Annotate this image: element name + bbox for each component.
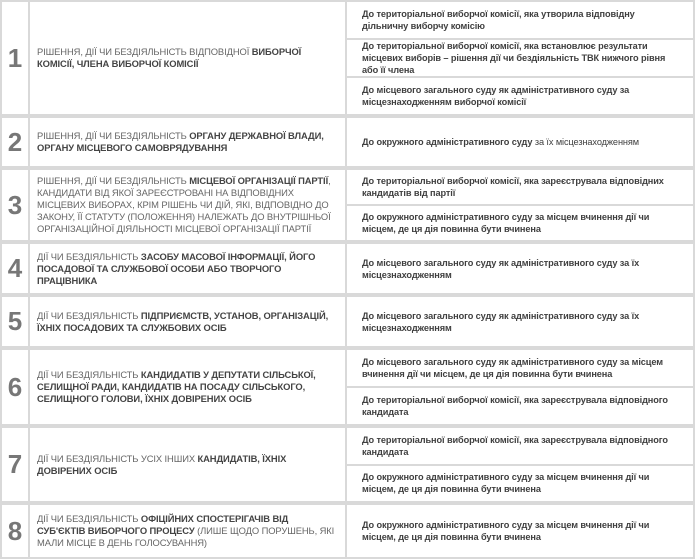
- destination-bold-text: До місцевого загального суду як адміністративного суду за їх місцезнаходженням: [362, 310, 640, 333]
- destination-text: [362, 434, 683, 458]
- destination-text: [362, 8, 683, 32]
- subject-plain-text: РІШЕННЯ, ДІЇ ЧИ БЕЗДІЯЛЬНІСТЬ: [37, 175, 190, 186]
- subject-cell: [30, 244, 345, 293]
- subject-plain-text: РІШЕННЯ, ДІЇ ЧИ БЕЗДІЯЛЬНІСТЬ ВІДПОВІДНОЇ: [37, 46, 252, 57]
- subject-text: [37, 310, 337, 334]
- subject-tail-text: , КАНДИДАТИ ВІД ЯКОЇ ЗАРЕЄСТРОВАНІ НА ВІДПОВІДНИХ МІСЦЕВИХ ВИБОРАХ, КРІМ РІШЕНЬ ЧИ ДІЙ, ЯКІ, ВІДПОВІДНО ДО ЗАКОНУ, ЇЇ СТАТУТУ (ПОЛОЖЕННЯ) НАЛЕЖАТЬ ДО ВНУТРІШНЬОЇ ОРГАНІЗАЦІЙНОЇ ДІЯЛЬНОСТІ МІСЦЕВОЇ ОРГАНІЗАЦІЇ ПАРТІЇ: [37, 175, 331, 234]
- row-number: 8: [2, 505, 28, 557]
- destination-cell: [347, 505, 693, 557]
- destination-bold-text: До місцевого загального суду як адміністративного суду за місцем вчинення дії чи місцем, де ця дія повинна бути вчинена: [362, 357, 663, 379]
- subject-bold-text: КАНДИДАТІВ, ЇХНІХ ДОВІРЕНИХ ОСІБ: [37, 452, 287, 476]
- subject-text: [37, 513, 337, 549]
- destination-cell: [347, 118, 693, 166]
- destination-cell-group: [347, 118, 693, 166]
- destination-bold-text: До окружного адміністративного суду за місцем вчинення дії чи місцем, де ця дія повинна бути вчинена: [362, 520, 650, 542]
- subject-plain-text: РІШЕННЯ, ДІЇ ЧИ БЕЗДІЯЛЬНІСТЬ: [37, 130, 190, 141]
- table-row: [0, 116, 695, 168]
- subject-cell: [30, 2, 345, 114]
- destination-cell-group: [347, 428, 693, 501]
- subject-bold-text: ПІДПРИЄМСТВ, УСТАНОВ, ОРГАНІЗАЦІЙ, ЇХНІХ ПОСАДОВИХ ТА СЛУЖБОВИХ ОСІБ: [37, 309, 329, 333]
- table-row: [0, 503, 695, 559]
- destination-text: [362, 310, 683, 334]
- destination-text: [362, 394, 683, 418]
- destination-cell-group: [347, 505, 693, 557]
- subject-bold-text: ЗАСОБУ МАСОВОЇ ІНФОРМАЦІЇ, ЙОГО ПОСАДОВОЇ ТА СЛУЖБОВОЇ ОСОБИ АБО ТВОРЧОГО ПРАЦІВНИКА: [37, 250, 316, 286]
- subject-plain-text: ДІЇ ЧИ БЕЗДІЯЛЬНІСТЬ: [37, 250, 141, 262]
- subject-plain-text: ДІЇ ЧИ БЕЗДІЯЛЬНІСТЬ: [37, 513, 141, 524]
- destination-cell: [347, 350, 693, 386]
- destination-text: [362, 84, 683, 108]
- subject-plain-text: ДІЇ ЧИ БЕЗДІЯЛЬНІСТЬ: [37, 369, 141, 380]
- destination-cell-group: [347, 350, 693, 424]
- destination-cell-group: [347, 244, 693, 293]
- subject-cell: [30, 118, 345, 166]
- subject-text: [37, 46, 337, 70]
- subject-text: [37, 453, 337, 477]
- row-number: 4: [2, 244, 28, 293]
- row-number: 1: [2, 2, 28, 114]
- destination-bold-text: До територіальної виборчої комісії, яка утворила відповідну дільничну виборчу комісію: [362, 9, 635, 31]
- destination-text: [362, 40, 683, 76]
- subject-bold-text: ОФІЦІЙНИХ СПОСТЕРІГАЧІВ ВІД СУБ'ЄКТІВ ВИБОРЧОГО ПРОЦЕСУ: [37, 513, 289, 536]
- table-row: [0, 426, 695, 503]
- subject-cell: [30, 428, 345, 501]
- destination-bold-text: До територіальної виборчої комісії, яка зареєструвала відповідного кандидата: [362, 434, 668, 457]
- destination-cell: [347, 40, 693, 76]
- subject-text: [37, 175, 337, 235]
- destination-text: [362, 175, 683, 199]
- destination-text: [362, 211, 683, 235]
- destination-cell: [347, 78, 693, 114]
- destination-text: [362, 136, 639, 148]
- row-number: 7: [2, 428, 28, 501]
- destination-normal-text: за їх місцезнаходженням: [534, 137, 639, 147]
- destination-cell-group: [347, 2, 693, 114]
- subject-bold-text: МІСЦЕВОЇ ОРГАНІЗАЦІЇ ПАРТІЇ: [189, 175, 329, 186]
- destination-bold-text: До територіальної виборчої комісії, яка встановлює результати місцевих виборів – рішення дії чи бездіяльність ТВК нижчого рівня або її члена: [362, 41, 666, 75]
- destination-cell-group: [347, 297, 693, 346]
- table-row: [0, 348, 695, 426]
- destination-bold-text: До територіальної виборчої комісії, яка зареєструвала відповідних кандидатів від партії: [362, 176, 664, 198]
- destination-bold-text: До територіальної виборчої комісії, яка зареєструвала відповідного кандидата: [362, 395, 668, 417]
- table-row: [0, 242, 695, 295]
- subject-text: [37, 251, 337, 287]
- subject-text: [37, 130, 337, 154]
- row-number: 5: [2, 297, 28, 346]
- subject-plain-text: ДІЇ ЧИ БЕЗДІЯЛЬНІСТЬ УСІХ ІНШИХ: [37, 452, 198, 464]
- destination-cell: [347, 388, 693, 424]
- destination-cell: [347, 206, 693, 240]
- destination-text: [362, 356, 683, 380]
- table-row: [0, 295, 695, 348]
- destination-cell: [347, 170, 693, 204]
- destination-text: [362, 257, 683, 281]
- destination-cell-group: [347, 170, 693, 240]
- subject-tail-text: (ЛИШЕ ЩОДО ПОРУШЕНЬ, ЯКІ МАЛИ МІСЦЕ В ДЕНЬ ГОЛОСУВАННЯ): [37, 525, 335, 548]
- subject-cell: [30, 505, 345, 557]
- destination-bold-text: До окружного адміністративного суду за місцем вчинення дії чи місцем, де ця дія повинна бути вчинена: [362, 212, 650, 234]
- subject-bold-text: ВИБОРЧОЇ КОМІСІЇ, ЧЛЕНА ВИБОРЧОЇ КОМІСІЇ: [37, 46, 302, 69]
- destination-text: [362, 519, 683, 543]
- subject-cell: [30, 170, 345, 240]
- table-row: [0, 0, 695, 116]
- subject-cell: [30, 350, 345, 424]
- destination-cell: [347, 2, 693, 38]
- subject-plain-text: ДІЇ ЧИ БЕЗДІЯЛЬНІСТЬ: [37, 309, 141, 321]
- destination-bold-text: До окружного адміністративного суду: [362, 137, 535, 147]
- destination-bold-text: До місцевого загального суду як адміністративного суду за їх місцезнаходженням: [362, 257, 640, 280]
- destination-cell: [347, 297, 693, 346]
- row-number: 6: [2, 350, 28, 424]
- subject-text: [37, 369, 337, 405]
- subject-bold-text: ОРГАНУ ДЕРЖАВНОЇ ВЛАДИ, ОРГАНУ МІСЦЕВОГО САМОВРЯДУВАННЯ: [37, 130, 324, 153]
- row-number: 2: [2, 118, 28, 166]
- subject-cell: [30, 297, 345, 346]
- destination-cell: [347, 244, 693, 293]
- destination-cell: [347, 428, 693, 464]
- subject-bold-text: КАНДИДАТІВ У ДЕПУТАТИ СІЛЬСЬКОЇ, СЕЛИЩНОЇ РАДИ, КАНДИДАТІВ НА ПОСАДУ СІЛЬСЬКОГО, СЕЛИЩНОГО ГОЛОВИ, ЇХНІХ ДОВІРЕНИХ ОСІБ: [37, 369, 316, 404]
- destination-cell: [347, 466, 693, 502]
- destination-bold-text: До окружного адміністративного суду за місцем вчинення дії чи місцем, де ця дія повинна бути вчинена: [362, 472, 650, 495]
- destination-text: [362, 471, 683, 495]
- table-row: [0, 168, 695, 242]
- destination-bold-text: До місцевого загального суду як адміністративного суду за місцезнаходженням виборчої комісії: [362, 85, 630, 107]
- row-number: 3: [2, 170, 28, 240]
